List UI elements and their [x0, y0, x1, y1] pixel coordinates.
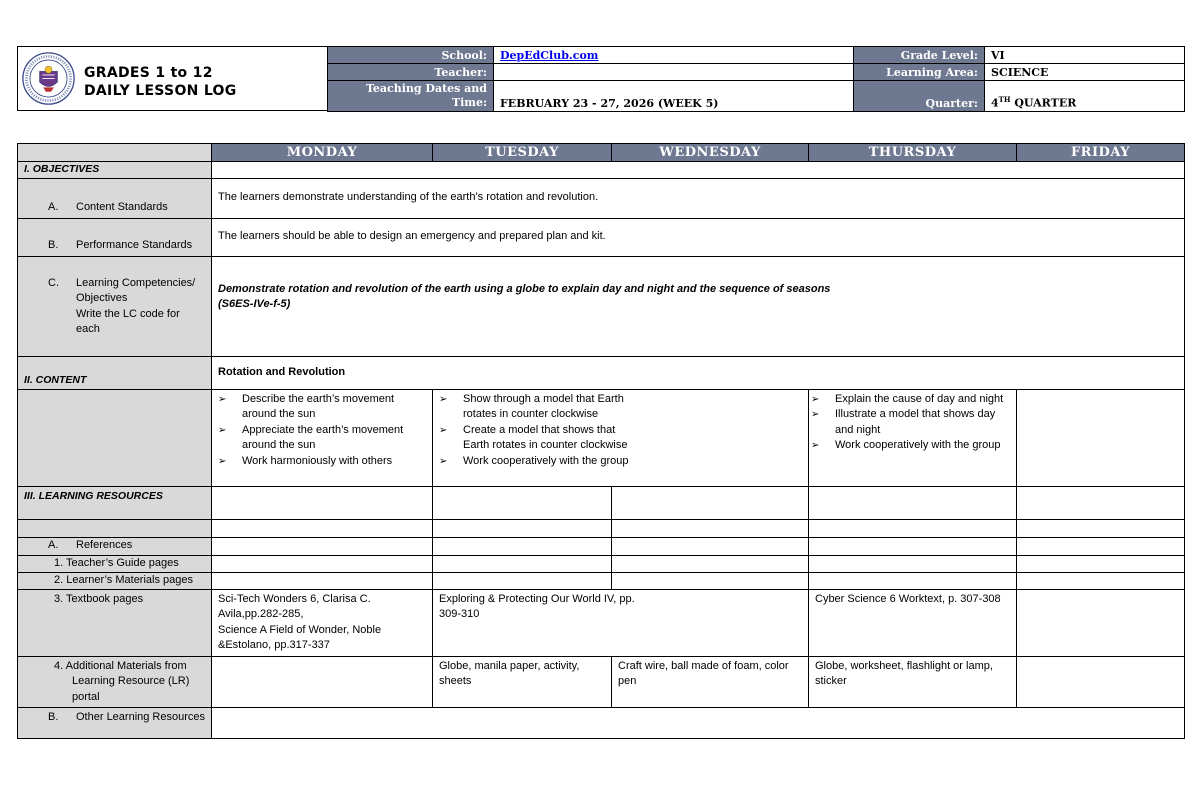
textbook-thursday: Cyber Science 6 Worktext, p. 307-308 [809, 589, 1017, 656]
content-standards-text: The learners demonstrate understanding of the earth’s rotation and revolution. [212, 178, 1185, 218]
list-item: ➢ Create a model that shows that Earth rotates in counter clockwise [439, 423, 628, 451]
content-tuesday-cell [433, 389, 809, 486]
grade-level-value: VI [985, 47, 1185, 64]
competencies-text: Demonstrate rotation and revolution of the earth using a globe to explain day and night and the sequence of seasons [218, 282, 831, 295]
corner-cell [18, 144, 212, 162]
table-row [18, 389, 1185, 486]
objectives-section-title: I. OBJECTIVES [24, 163, 100, 175]
content-friday-cell [1017, 389, 1185, 486]
additional-materials-label: 4. Additional Materials from Learning Resource (LR) portal [54, 659, 190, 703]
table-row: A. Content Standards The learners demonstrate understanding of the earth’s rotation and revolution. [18, 178, 1185, 218]
teaching-dates-value: FEBRUARY 23 - 27, 2026 (WEEK 5) [494, 81, 854, 112]
list-item: ➢ Work harmoniously with others [218, 454, 426, 470]
day-wednesday: WEDNESDAY [612, 144, 809, 162]
textbook-tuesday: Exploring & Protecting Our World IV, pp. 309-310 [439, 592, 635, 620]
textbook-monday: Sci-Tech Wonders 6, Clarisa C. Avila,pp.282-285, Science A Field of Wonder, Noble &Estolano, pp.317-337 [212, 589, 433, 656]
school-value[interactable]: DepEdClub.com [494, 47, 854, 64]
competencies-code: (S6ES-IVe-f-5) [218, 298, 291, 310]
list-item: ➢ Work cooperatively with the group [439, 454, 639, 470]
day-header-row [18, 144, 1185, 162]
school-label: School: [328, 47, 494, 64]
arrowhead-bullet-icon: ➢ [218, 455, 227, 467]
content-standards-label: Content Standards [76, 201, 168, 213]
arrowhead-bullet-icon: ➢ [811, 440, 820, 451]
title-line-1: GRADES 1 to 12 [84, 65, 213, 81]
arrowhead-bullet-icon: ➢ [218, 393, 227, 405]
additional-tuesday: Globe, manila paper, activity, sheets [433, 656, 612, 708]
title-line-2: DAILY LESSON LOG [84, 83, 237, 99]
competencies-label: Learning Competencies/ Objectives Write the LC code for each [76, 276, 196, 335]
content-thursday-cell [809, 389, 1017, 486]
teacher-label: Teacher: [328, 64, 494, 81]
list-item: ➢ Describe the earth’s movement around the sun [218, 392, 395, 420]
day-monday: MONDAY [212, 144, 433, 162]
arrowhead-bullet-icon: ➢ [439, 424, 448, 436]
table-row [18, 589, 1185, 656]
list-item: ➢ Explain the cause of day and night [811, 392, 1010, 408]
grade-level-label: Grade Level: [854, 47, 985, 64]
deped-seal-logo [22, 52, 75, 105]
header-info-table [327, 46, 1185, 112]
quarter-label: Quarter: [854, 81, 985, 112]
day-thursday: THURSDAY [809, 144, 1017, 162]
table-row [18, 356, 1185, 389]
header-title-block [17, 46, 328, 111]
table-row: B. Performance Standards The learners should be able to design an emergency and prepared plan and kit. [18, 218, 1185, 256]
table-row: B. Other Learning Resources [18, 708, 1185, 739]
arrowhead-bullet-icon: ➢ [439, 393, 448, 405]
content-section-title: II. CONTENT [24, 374, 87, 386]
arrowhead-bullet-icon: ➢ [811, 393, 820, 405]
additional-thursday: Globe, worksheet, flashlight or lamp, sticker [809, 656, 1017, 708]
content-topic: Rotation and Revolution [218, 365, 346, 378]
list-item: ➢ Appreciate the earth’s movement around the sun [218, 423, 404, 451]
resources-section-title: III. LEARNING RESOURCES [24, 489, 163, 502]
references-label: References [76, 538, 133, 551]
performance-standards-text: The learners should be able to design an emergency and prepared plan and kit. [212, 218, 1185, 256]
other-resources-label: Other Learning Resources [76, 711, 206, 723]
table-row [18, 162, 1185, 179]
performance-standards-label: Performance Standards [76, 239, 193, 251]
learners-materials-label: 2. Learner’s Materials pages [54, 573, 194, 586]
table-row: A. References [18, 537, 1185, 555]
lesson-log-table [17, 143, 1185, 739]
list-item: ➢ Show through a model that Earth rotates in counter clockwise [439, 392, 624, 420]
additional-wednesday: Craft wire, ball made of foam, color pen [612, 656, 809, 708]
day-friday: FRIDAY [1017, 144, 1185, 162]
arrowhead-bullet-icon: ➢ [218, 424, 227, 436]
teachers-guide-label: 1. Teacher’s Guide pages [54, 556, 179, 569]
list-item: ➢ Work cooperatively with the group [811, 438, 1010, 454]
teacher-value [494, 64, 854, 81]
textbook-label: 3. Textbook pages [54, 592, 144, 605]
table-row [18, 486, 1185, 519]
quarter-value: 4TH QUARTER [985, 81, 1185, 112]
teaching-dates-label: Teaching Dates and Time: [328, 81, 494, 112]
list-item: ➢ Illustrate a model that shows day and night [811, 408, 996, 436]
content-monday-cell [212, 389, 433, 486]
day-tuesday: TUESDAY [433, 144, 612, 162]
table-row [18, 555, 1185, 572]
table-row: C. Learning Competencies/ Objectives Write the LC code for each Demonstrate rotation and revolution of the earth using a globe to explain day and night and the sequence of seasons (S6ES-IVe-f-5) [18, 256, 1185, 356]
learning-area-label: Learning Area: [854, 64, 985, 81]
learning-area-value: SCIENCE [985, 64, 1185, 81]
arrowhead-bullet-icon: ➢ [811, 409, 820, 420]
arrowhead-bullet-icon: ➢ [439, 455, 448, 467]
table-row [18, 519, 1185, 537]
table-row [18, 572, 1185, 589]
table-row [18, 656, 1185, 708]
